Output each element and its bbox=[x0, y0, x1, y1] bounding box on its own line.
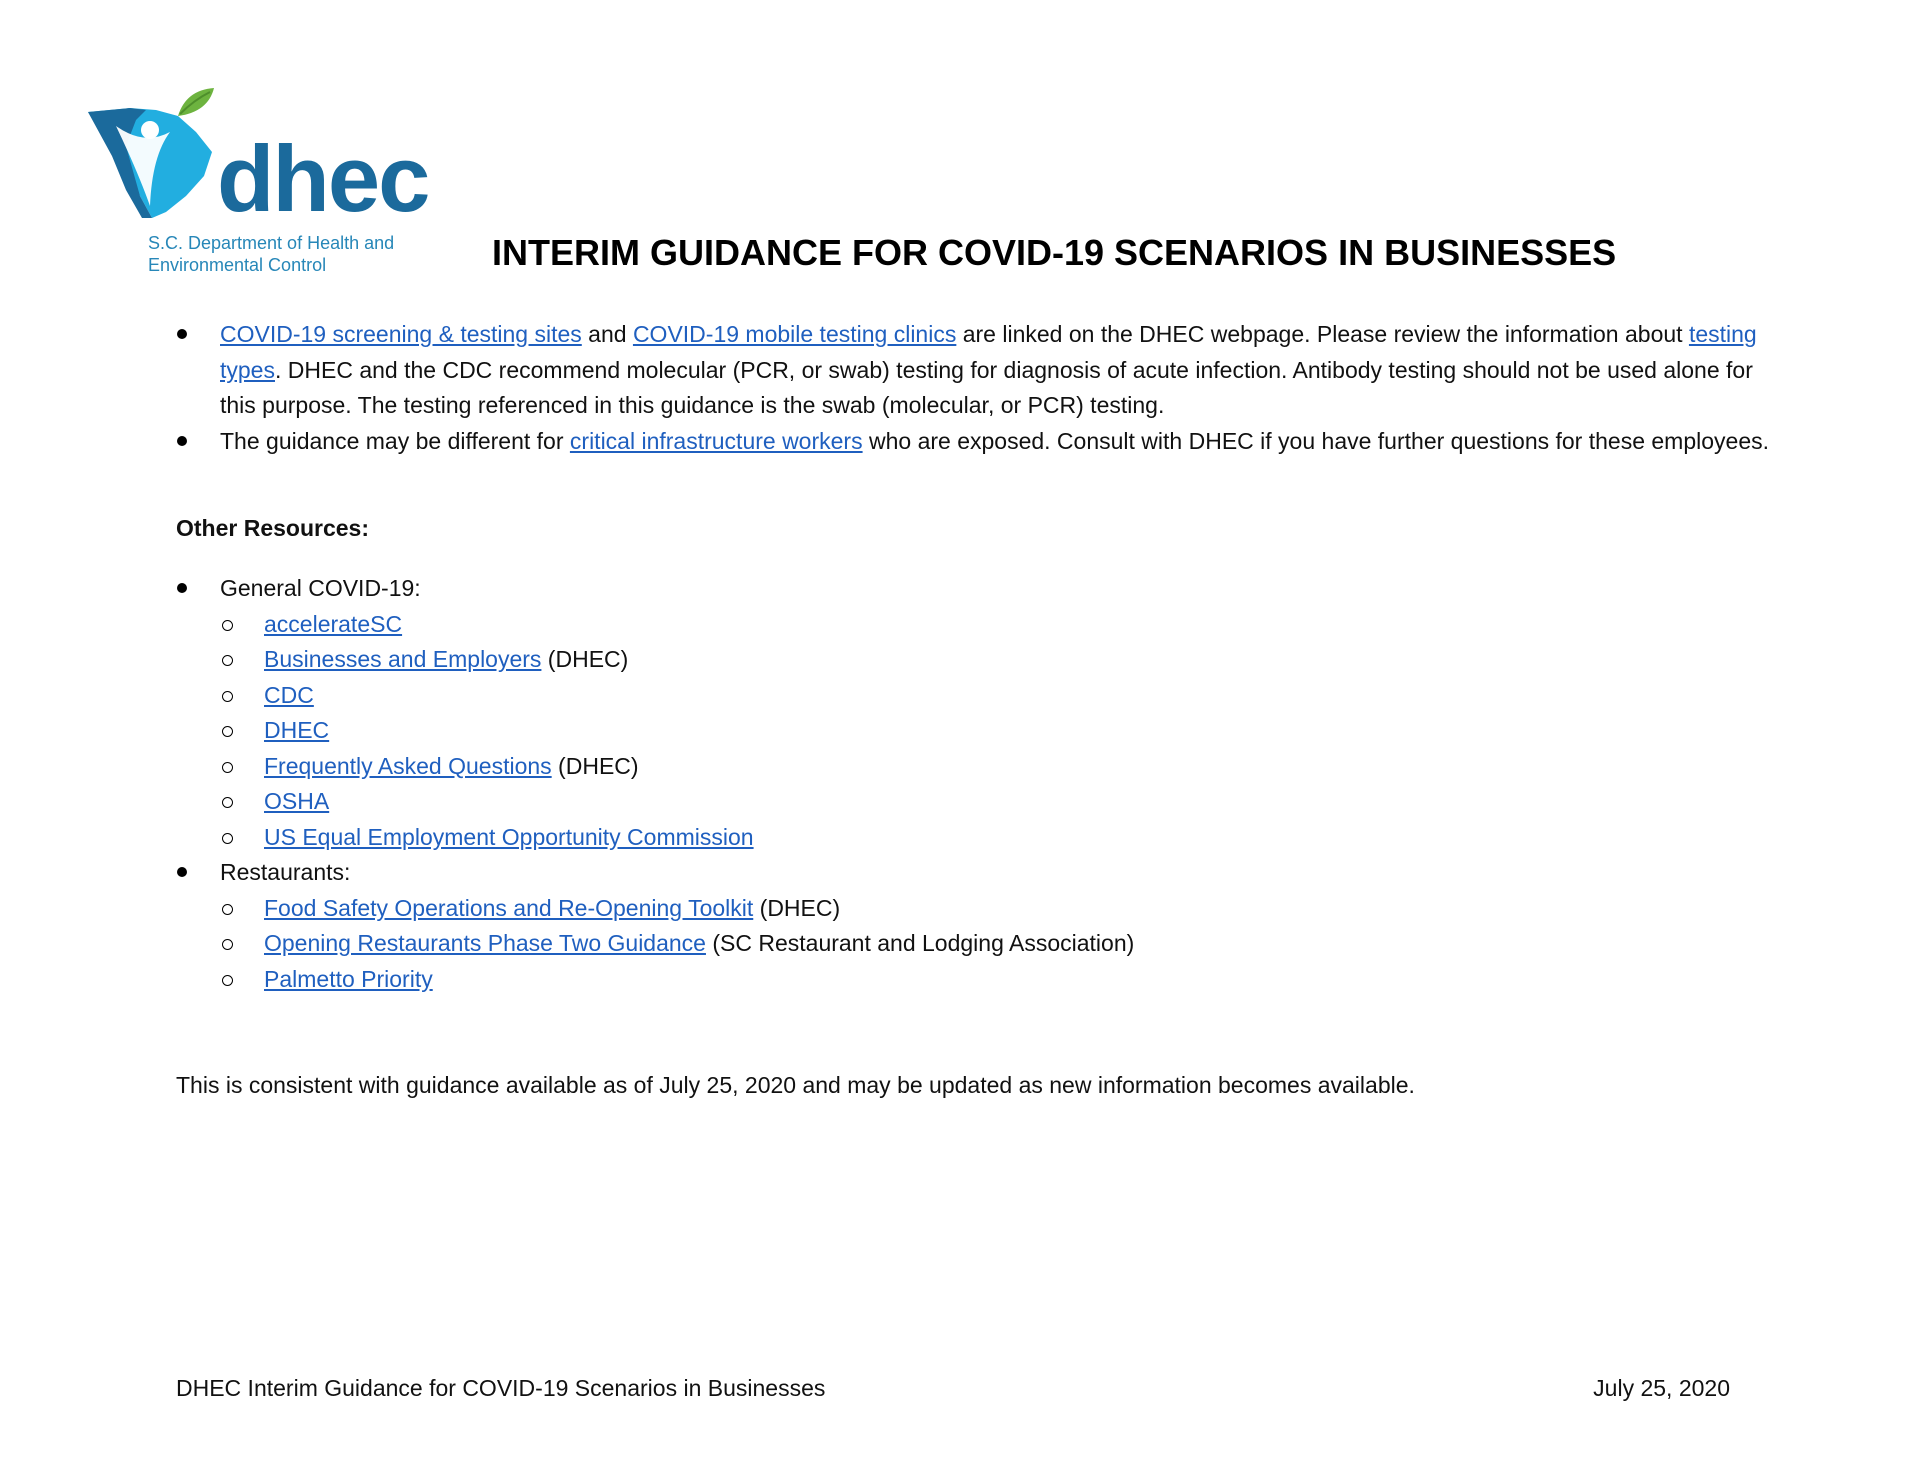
text-span: (SC Restaurant and Lodging Association) bbox=[705, 930, 1135, 956]
list-item bbox=[176, 784, 1776, 820]
list-item bbox=[176, 424, 1776, 460]
link-critical-infrastructure-workers[interactable]: critical infrastructure workers bbox=[569, 427, 863, 454]
list-item bbox=[176, 317, 1776, 424]
link-dhec[interactable]: DHEC bbox=[264, 717, 330, 743]
resource-sublist bbox=[176, 607, 1776, 856]
text-span: (DHEC) bbox=[753, 894, 841, 921]
consistency-note: This is consistent with guidance available as of July 25, 2020 and may be updated as new information becomes available. bbox=[176, 1072, 1415, 1098]
link-businesses-and-employers[interactable]: Businesses and Employers bbox=[264, 646, 542, 672]
footer-title: DHEC Interim Guidance for COVID-19 Scenarios in Businesses bbox=[176, 1375, 826, 1401]
list-item bbox=[176, 749, 1776, 785]
list-item bbox=[176, 642, 1776, 678]
link-screening-testing-sites[interactable]: COVID-19 screening & testing sites bbox=[220, 321, 582, 347]
text-span: (DHEC) bbox=[551, 752, 639, 779]
list-item bbox=[176, 820, 1776, 856]
link-cdc[interactable]: CDC bbox=[264, 681, 314, 708]
link-eeoc[interactable]: US Equal Employment Opportunity Commission bbox=[264, 823, 754, 850]
text-span: are linked on the DHEC webpage. Please review the information about bbox=[956, 321, 1689, 347]
logo-subtitle bbox=[148, 232, 394, 276]
list-item bbox=[176, 713, 1776, 749]
list-item bbox=[176, 962, 1776, 998]
list-item bbox=[176, 891, 1776, 927]
dhec-logo bbox=[86, 86, 446, 282]
text-span: (DHEC) bbox=[541, 646, 629, 672]
logo-subtitle-line1: S.C. Department of Health and bbox=[148, 233, 395, 253]
text-span: who are exposed. Consult with DHEC if you have further questions for these employees. bbox=[862, 427, 1770, 454]
link-faq[interactable]: Frequently Asked Questions bbox=[264, 752, 552, 779]
resource-sublist bbox=[176, 891, 1776, 998]
text-span: The guidance may be different for bbox=[220, 427, 570, 454]
footer-date: July 25, 2020 bbox=[1593, 1375, 1730, 1401]
link-mobile-testing-clinics[interactable]: COVID-19 mobile testing clinics bbox=[632, 321, 957, 347]
logo-wordmark: dhec bbox=[217, 126, 429, 231]
resources-list bbox=[176, 571, 1776, 997]
text-span: . DHEC and the CDC recommend molecular (PCR, or swab) testing for diagnosis of acute infection. Antibody testing should not be used alone for this purpose. The testing referenced in this guidance is the swab (molecular, or PCR) testing. bbox=[220, 356, 1753, 418]
dhec-logo-mark-icon bbox=[86, 86, 226, 226]
resource-group-restaurants bbox=[176, 855, 1776, 997]
page-title: INTERIM GUIDANCE FOR COVID-19 SCENARIOS IN BUSINESSES bbox=[492, 232, 1617, 273]
resource-group-label: Restaurants: bbox=[220, 859, 351, 885]
link-food-safety-toolkit[interactable]: Food Safety Operations and Re-Opening Toolkit bbox=[264, 894, 754, 921]
list-item bbox=[176, 678, 1776, 714]
link-acceleratesc[interactable]: accelerateSC bbox=[264, 610, 403, 637]
resource-group-general bbox=[176, 571, 1776, 855]
link-testing-types[interactable]: testing types bbox=[220, 321, 1757, 383]
link-phase-two-guidance[interactable]: Opening Restaurants Phase Two Guidance bbox=[264, 930, 706, 956]
list-item bbox=[176, 607, 1776, 643]
text-span: and bbox=[581, 321, 633, 347]
resource-group-label: General COVID-19: bbox=[220, 575, 421, 601]
list-item bbox=[176, 926, 1776, 962]
link-palmetto-priority[interactable]: Palmetto Priority bbox=[264, 965, 433, 992]
link-osha[interactable]: OSHA bbox=[264, 788, 330, 814]
other-resources-heading: Other Resources: bbox=[176, 515, 370, 541]
logo-subtitle-line2: Environmental Control bbox=[148, 255, 327, 275]
intro-bullet-list bbox=[176, 317, 1776, 459]
